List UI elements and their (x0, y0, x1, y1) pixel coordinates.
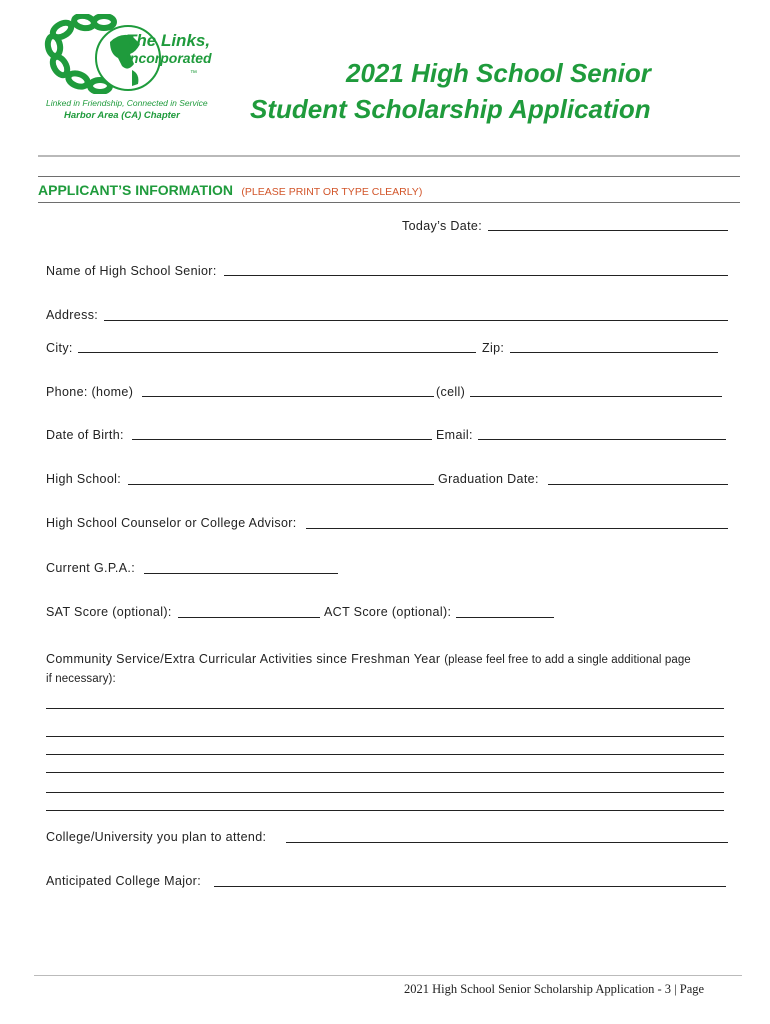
sat-field[interactable] (178, 617, 320, 618)
community-line[interactable] (46, 792, 724, 793)
graduation-date-field[interactable] (548, 484, 728, 485)
graduation-date-label: Graduation Date: (438, 472, 539, 486)
section-note: (PLEASE PRINT OR TYPE CLEARLY) (241, 186, 423, 198)
logo-tagline: Linked in Friendship, Connected in Service (46, 98, 208, 108)
section-top-rule (38, 176, 740, 177)
city-label: City: (46, 341, 73, 355)
phone-cell-field[interactable] (470, 396, 722, 397)
section-bottom-rule (38, 202, 740, 203)
section-header (38, 182, 422, 200)
phone-home-label: Phone: (home) (46, 385, 134, 399)
community-line[interactable] (46, 810, 724, 811)
community-label (46, 650, 736, 688)
page-title-line2: Student Scholarship Application (250, 94, 651, 124)
sat-label: SAT Score (optional): (46, 605, 172, 619)
address-label: Address: (46, 308, 99, 322)
community-line[interactable] (46, 708, 724, 709)
community-line[interactable] (46, 772, 724, 773)
todays-date-field[interactable] (488, 230, 728, 231)
logo (40, 14, 220, 124)
todays-date-label: Today’s Date: (402, 219, 483, 233)
email-label: Email: (436, 428, 473, 442)
org-name-line2: Incorporated (126, 50, 212, 66)
high-school-label: High School: (46, 472, 122, 486)
counselor-field[interactable] (306, 528, 728, 529)
page-title-line1: 2021 High School Senior (346, 58, 651, 88)
city-field[interactable] (78, 352, 476, 353)
major-field[interactable] (214, 886, 726, 887)
gpa-label: Current G.P.A.: (46, 561, 136, 575)
phone-home-field[interactable] (142, 396, 434, 397)
high-school-field[interactable] (128, 484, 434, 485)
gpa-field[interactable] (144, 573, 338, 574)
zip-label: Zip: (482, 341, 505, 355)
header-divider (38, 155, 740, 157)
address-field[interactable] (104, 320, 728, 321)
community-line[interactable] (46, 736, 724, 737)
name-field[interactable] (224, 275, 728, 276)
major-label: Anticipated College Major: (46, 874, 202, 888)
counselor-label: High School Counselor or College Advisor: (46, 516, 297, 530)
act-label: ACT Score (optional): (324, 605, 452, 619)
footer-text: 2021 High School Senior Scholarship Application - 3 | Page (404, 982, 705, 996)
dob-label: Date of Birth: (46, 428, 124, 442)
phone-cell-label: (cell) (436, 385, 466, 399)
trademark: ™ (190, 70, 197, 77)
community-label-note: (please feel free to add a single additional page (444, 654, 691, 666)
dob-field[interactable] (132, 439, 432, 440)
community-label-note2: if necessary): (46, 673, 116, 685)
name-label: Name of High School Senior: (46, 264, 217, 278)
community-label-main: Community Service/Extra Curricular Activities since Freshman Year (46, 652, 441, 666)
college-label: College/University you plan to attend: (46, 830, 267, 844)
chapter-name: Harbor Area (CA) Chapter (64, 110, 180, 121)
org-name-line1: The Links, (126, 31, 211, 50)
community-line[interactable] (46, 754, 724, 755)
act-field[interactable] (456, 617, 554, 618)
section-title: APPLICANT’S INFORMATION (38, 182, 233, 198)
college-field[interactable] (286, 842, 728, 843)
zip-field[interactable] (510, 352, 718, 353)
footer-rule (34, 975, 742, 976)
email-field[interactable] (478, 439, 726, 440)
